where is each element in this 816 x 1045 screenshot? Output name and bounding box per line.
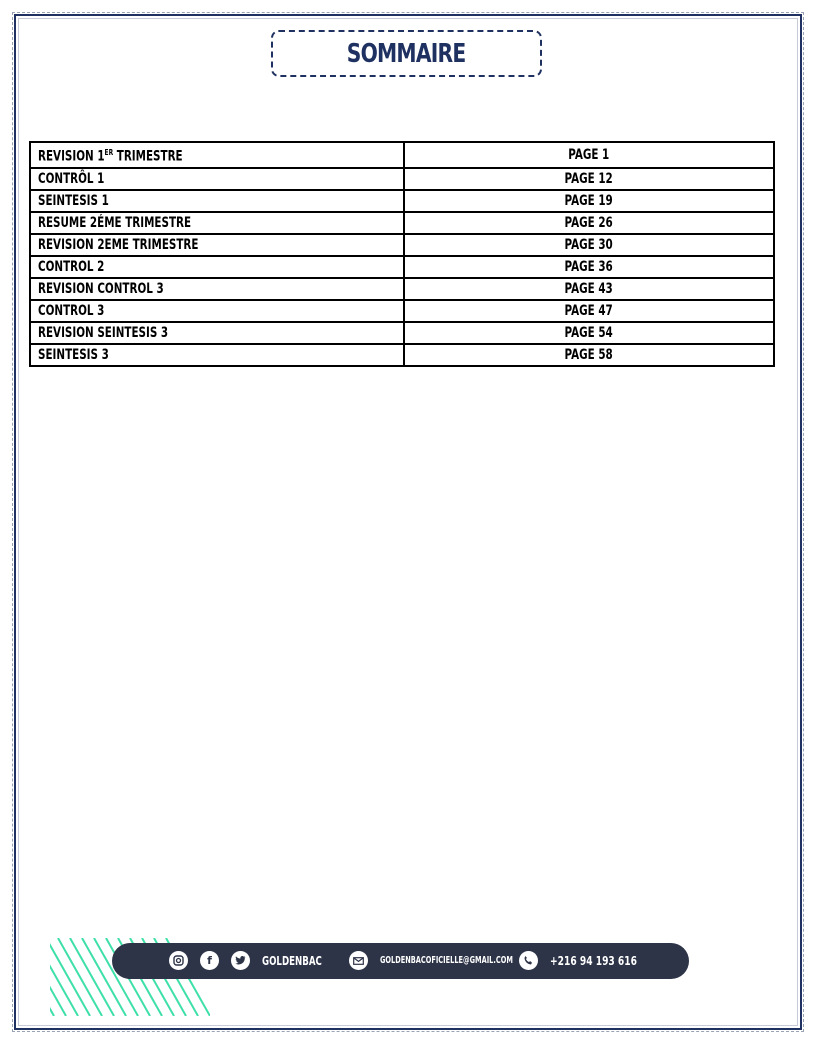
table-row — [30, 142, 774, 168]
toc-page: PAGE 12 — [564, 170, 614, 187]
toc-label-cell — [30, 256, 404, 278]
toc-label: CONTRÔL 1 — [38, 170, 105, 187]
toc-label-suffix: TRIMESTRE — [113, 148, 183, 165]
phone-link[interactable] — [519, 951, 538, 970]
toc-page-cell — [404, 190, 774, 212]
toc-page: PAGE 43 — [564, 280, 614, 297]
footer-bar — [112, 943, 689, 979]
toc-label-cell — [30, 322, 404, 344]
toc-table — [29, 141, 775, 367]
toc-page-cell — [404, 256, 774, 278]
toc-label: REVISION 2EME TRIMESTRE — [38, 236, 199, 253]
facebook-icon: f — [200, 951, 219, 970]
toc-label-sup: ER — [104, 148, 114, 157]
toc-page-cell — [404, 300, 774, 322]
table-row — [30, 256, 774, 278]
toc-page-cell — [404, 322, 774, 344]
table-row — [30, 234, 774, 256]
table-row — [30, 168, 774, 190]
toc-page-cell — [404, 234, 774, 256]
toc-page: PAGE 58 — [564, 346, 614, 363]
toc-page-cell — [404, 278, 774, 300]
mail-icon — [349, 951, 368, 970]
toc-label-cell — [30, 142, 404, 168]
toc-label: SEINTESIS 3 — [38, 346, 109, 363]
toc-label-cell — [30, 300, 404, 322]
toc-page-cell — [404, 142, 774, 168]
toc-page: PAGE 30 — [564, 236, 614, 253]
table-row — [30, 190, 774, 212]
toc-label: REVISION SEINTESIS 3 — [38, 324, 169, 341]
toc-page-cell — [404, 212, 774, 234]
email-address: GOLDENBACOFICIELLE@GMAIL.COM — [380, 955, 513, 966]
toc-page-cell — [404, 344, 774, 366]
toc-page: PAGE 26 — [564, 214, 614, 231]
table-row — [30, 212, 774, 234]
toc-label-cell — [30, 278, 404, 300]
toc-label-cell — [30, 234, 404, 256]
instagram-link[interactable] — [169, 951, 188, 970]
toc-label-cell — [30, 344, 404, 366]
toc-label-cell — [30, 168, 404, 190]
toc-label-cell — [30, 190, 404, 212]
table-row — [30, 278, 774, 300]
twitter-icon — [231, 951, 250, 970]
toc-page: PAGE 47 — [564, 302, 614, 319]
toc-page: PAGE 19 — [564, 192, 614, 209]
table-row — [30, 344, 774, 366]
toc-label: CONTROL 2 — [38, 258, 105, 275]
instagram-icon — [169, 951, 188, 970]
table-row — [30, 300, 774, 322]
title-box — [271, 30, 542, 77]
social-handle: GOLDENBAC — [262, 954, 322, 968]
page-title: SOMMAIRE — [347, 38, 466, 69]
facebook-link[interactable] — [200, 951, 219, 970]
toc-label: REVISION 1 — [38, 148, 105, 165]
toc-label: RESUME 2ÉME TRIMESTRE — [38, 214, 192, 231]
toc-label: REVISION CONTROL 3 — [38, 280, 164, 297]
phone-icon — [519, 951, 538, 970]
toc-label: CONTROL 3 — [38, 302, 105, 319]
toc-page: PAGE 36 — [564, 258, 614, 275]
table-row — [30, 322, 774, 344]
toc-label: SEINTESIS 1 — [38, 192, 109, 209]
toc-label-cell — [30, 212, 404, 234]
email-link[interactable] — [349, 951, 368, 970]
toc-page-cell — [404, 168, 774, 190]
twitter-link[interactable] — [231, 951, 250, 970]
toc-page: PAGE 54 — [564, 324, 614, 341]
phone-number: +216 94 193 616 — [550, 954, 637, 968]
toc-page: PAGE 1 — [568, 146, 610, 163]
